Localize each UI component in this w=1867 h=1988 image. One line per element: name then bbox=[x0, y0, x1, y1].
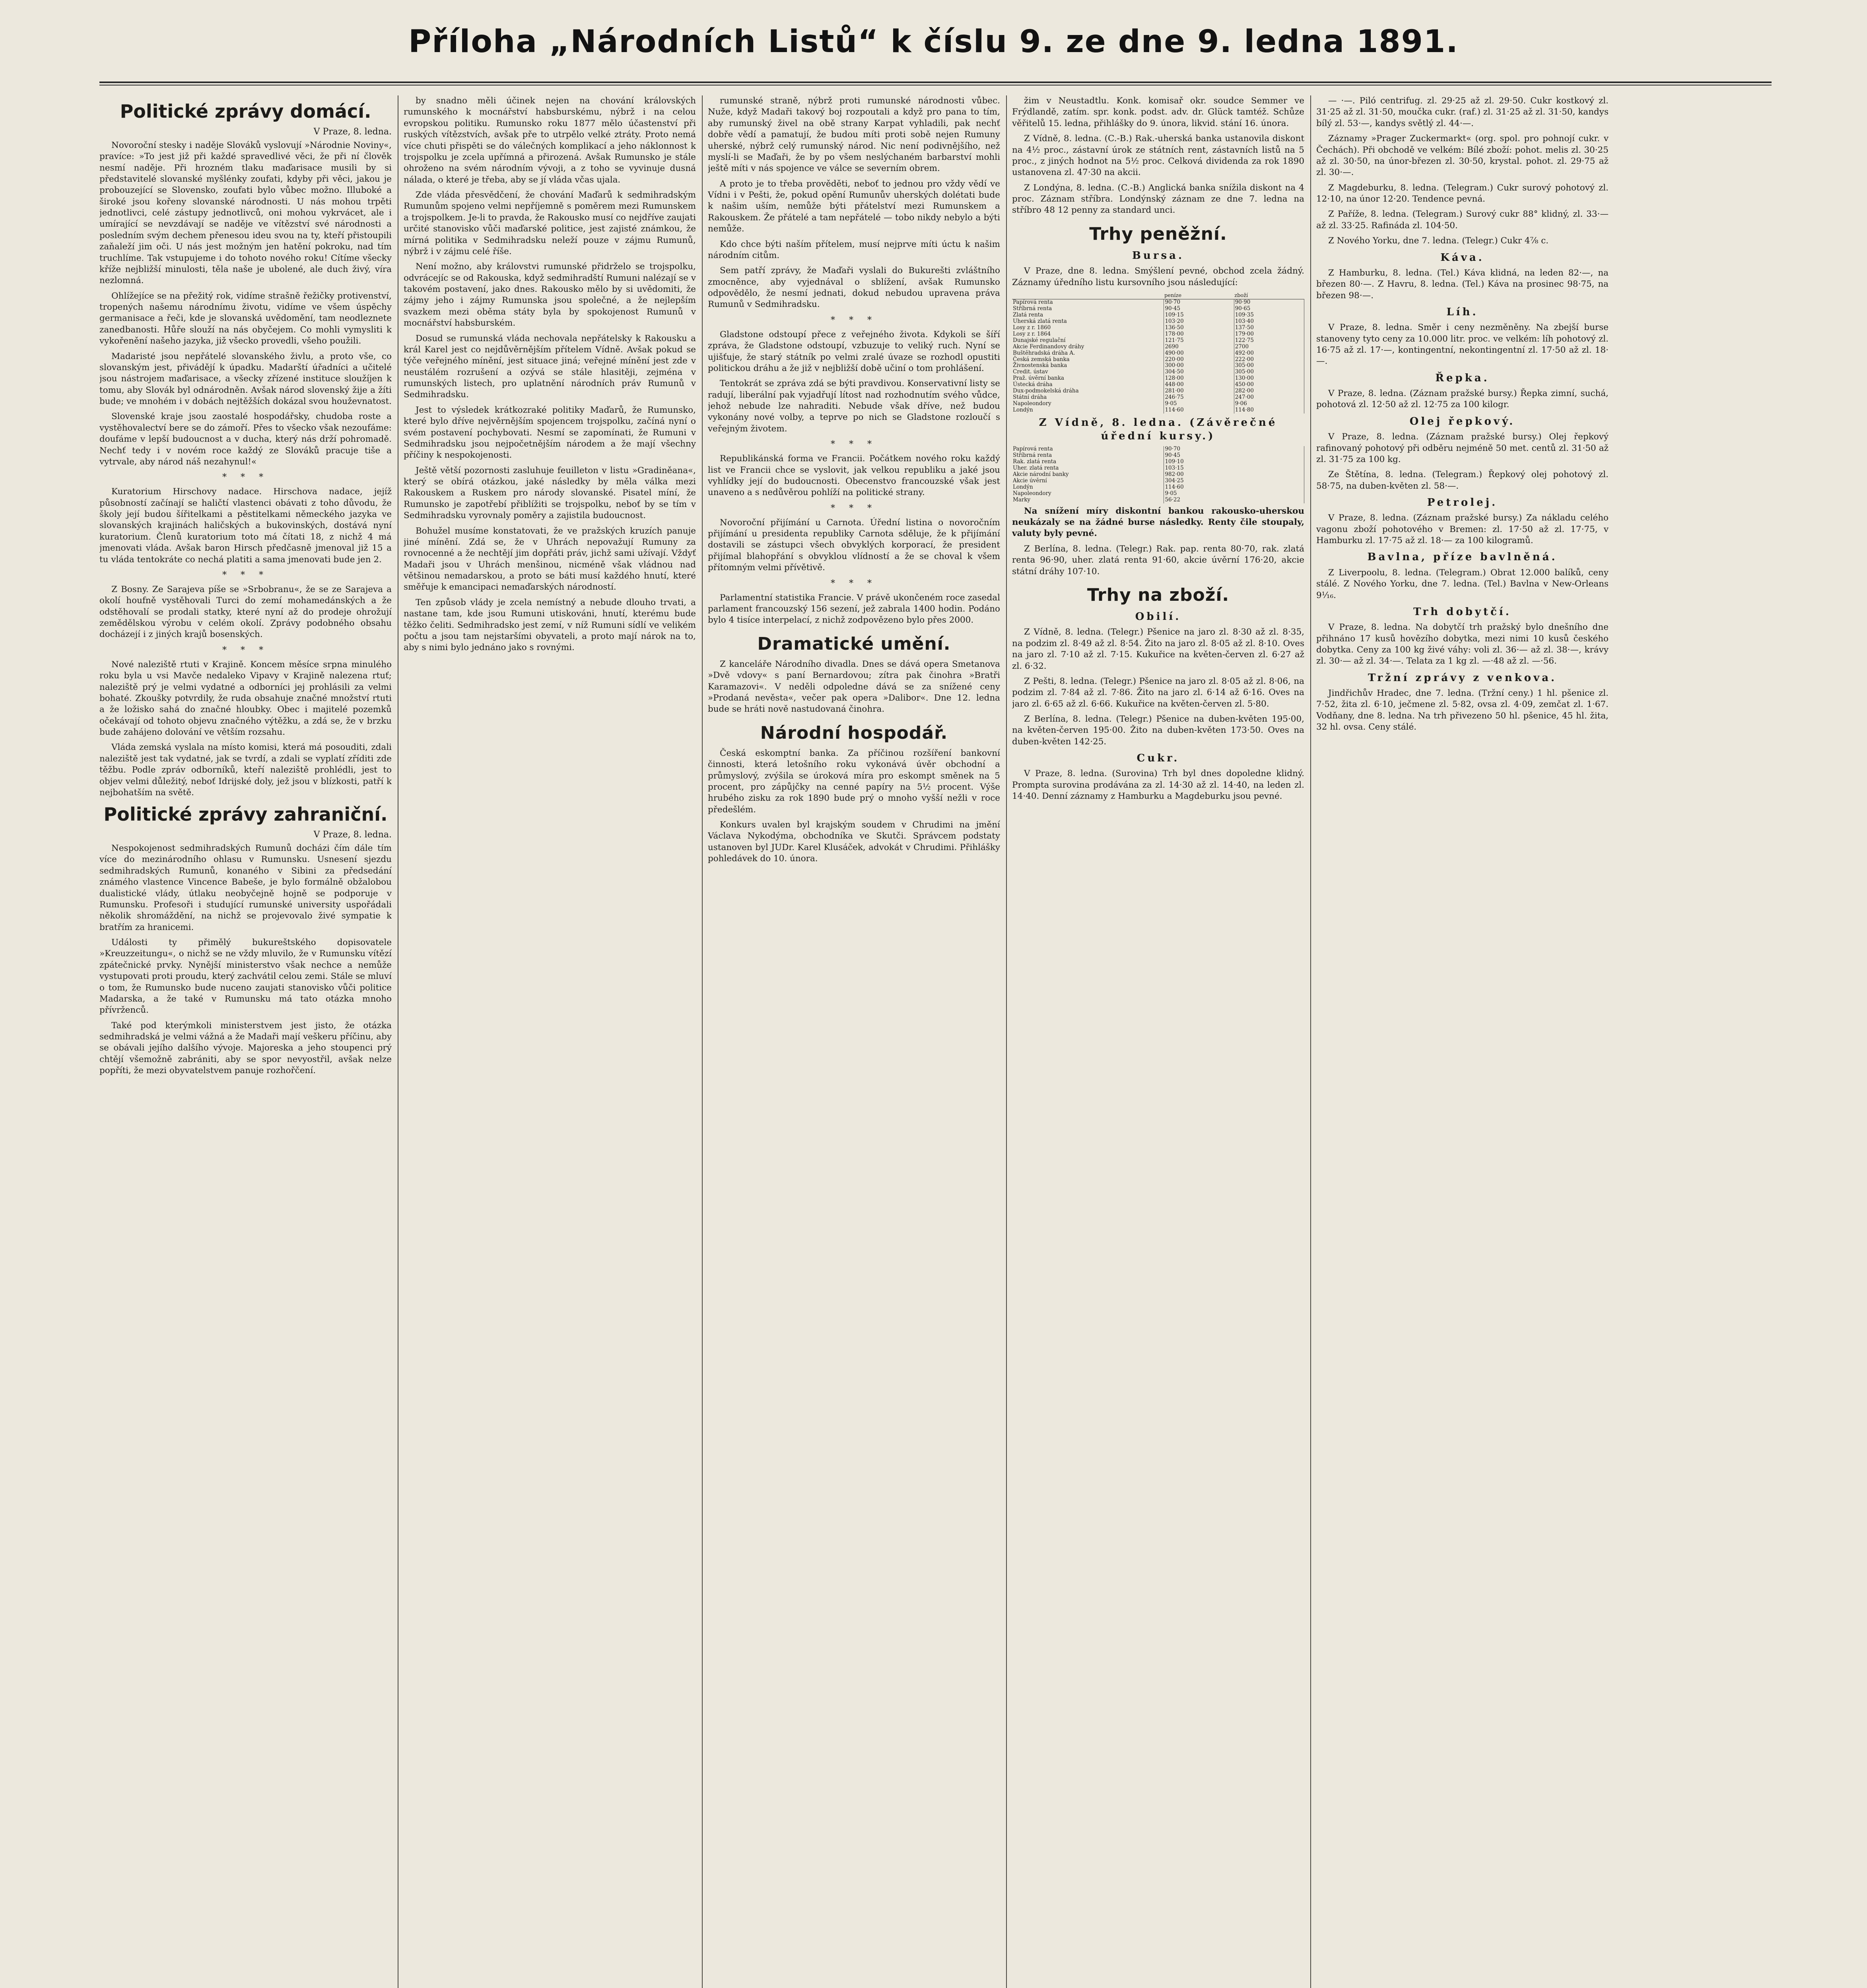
table-cell: 136·50 bbox=[1164, 325, 1234, 331]
table-row bbox=[1012, 331, 1304, 338]
table-cell: 305·00 bbox=[1234, 369, 1304, 375]
table-cell: 281·00 bbox=[1164, 388, 1234, 394]
table-cell: 121·75 bbox=[1164, 338, 1234, 344]
table-cell: Akcie Ferdinandovy dráhy bbox=[1012, 344, 1164, 350]
table-cell: 450·00 bbox=[1234, 382, 1304, 388]
article-paragraph: Bohužel musíme konstatovati, že ve pražských kruzích panuje jiné mínění. Zdá se, že v Uhrách nepovažují Rumuny za rovnocenné a že nechtějí jim dopřáti práv, jichž sami užívají. Vždyť Madaři jsou v Uhrách menšinou, nicméně však vládnou nad většinou nemadarskou, a proto se báti musí každého hnutí, které směřuje k emancipaci nemaďarských národností. bbox=[404, 526, 696, 592]
subsection-title: Olej řepkový. bbox=[1409, 415, 1515, 427]
table-cell: Česká zemská banka bbox=[1012, 357, 1164, 363]
table-cell: 179·00 bbox=[1234, 331, 1304, 338]
section-headline-domestic: Politické zprávy domácí. bbox=[120, 101, 371, 122]
table-cell: 90·90 bbox=[1234, 299, 1304, 306]
column-3 bbox=[708, 95, 1000, 1988]
article-paragraph: Vláda zemská vyslala na místo komisi, která má posouditi, zdali naleziště jest tak vydatné, jak se tvrdí, a zdali se vyplatí zříditi zde těžbu. Podle zpráv odborníků, kteří naleziště prohlédli, jest to objev velmi důležitý, neboť Idrijské doly, jež jsou v blízkosti, patří k nejbohatším na světě. bbox=[99, 742, 392, 798]
article-paragraph: Madaristé jsou nepřátelé slovanského živlu, a proto vše, co slovanským jest, přivádějí k úpadku. Madarští úřadníci a učitelé jsou nástrojem maďarisace, a všecky zřízené instituce sloužíjen k tomu, aby Slovák byl odnárodněn. Avšak národ slovenský žije a žíti bude; ve mnohém i v dobách nejtěžších dokázal svou houževnatost. bbox=[99, 351, 392, 406]
table-cell: 2700 bbox=[1234, 344, 1304, 350]
article-paragraph: Z Liverpoolu, 8. ledna. (Telegram.) Obrat 12.000 balíků, ceny stálé. Z Nového Yorku, dne 7. ledna. (Tel.) Bavlna v New-Orleans 9¹⁄₁₆. bbox=[1316, 567, 1609, 600]
table-row bbox=[1012, 363, 1304, 369]
table-cell: 114·80 bbox=[1234, 407, 1304, 414]
table-cell: Papírová renta bbox=[1012, 446, 1164, 452]
table-cell: 9·05 bbox=[1164, 491, 1304, 497]
table-cell: 304·50 bbox=[1164, 369, 1234, 375]
table-cell: Losy z r. 1864 bbox=[1012, 331, 1164, 338]
table-row bbox=[1012, 394, 1304, 401]
article-paragraph: Nové naleziště rtuti v Krajině. Koncem měsíce srpna minulého roku byla u vsi Mavče nedaleko Vipavy v Krajině nalezena rtuť; naleziště prý je velmi vydatné a odborníci jej prohlásili za velmi bohaté. Zkoušky potvrdily, že ruda obsahuje značné množství rtuti a že ložisko sahá do značné hloubky. Obec i majitelé pozemků očekávají od tohoto objevu značného výtěžku, a zdá se, že v brzku bude zahájeno dolování ve větším rozsahu. bbox=[99, 659, 392, 738]
article-paragraph: rumunské straně, nýbrž proti rumunské národnosti vůbec. Nuže, když Madaři takový boj rozpoutali a když pro pana to tím, aby rumunský živel na obě strany Karpat vyhladili, pak nechť dobře vědí a pamatují, že budou míti proti sobě nejen Rumuny uherské, nýbrž celý rumunský národ. Nic není podivnějšího, než myslí-li se Maďaři, že by po všem neslýchaném barbarství mohli ještě míti v nás spojence ve válce se severním obrem. bbox=[708, 96, 1000, 174]
table-cell: 222·00 bbox=[1234, 357, 1304, 363]
table-cell: 2690 bbox=[1164, 344, 1234, 350]
table-cell: 103·40 bbox=[1234, 318, 1304, 325]
table-row bbox=[1012, 388, 1304, 394]
column-5 bbox=[1316, 95, 1609, 1988]
table-row bbox=[1012, 484, 1304, 491]
table-cell: 492·00 bbox=[1234, 350, 1304, 357]
table-cell: 109·35 bbox=[1234, 312, 1304, 318]
article-paragraph: Z Berlína, 8. ledna. (Telegr.) Pšenice na duben-květen 195·00, na květen-červen 195·00. Žito na duben-květen 173·50. Oves na duben-květen 142·25. bbox=[1012, 714, 1304, 747]
article-paragraph: Ještě větší pozornosti zasluhuje feuilleton v listu »Gradiněana«, který se obírá otázkou, jaké následky by měla válka mezi Rakouskem a Ruskem pro národy slovanské. Pisatel míní, že Rumunsko je zapotřebí přiblížiti se trojspolku, neboť by se tím v Sedmihradsku vyrovnaly poměry a zajistila budoucnost. bbox=[404, 465, 696, 521]
table-cell: 304·25 bbox=[1164, 478, 1304, 484]
table-cell: 90·45 bbox=[1164, 306, 1234, 312]
table-cell: Uher. zlatá renta bbox=[1012, 465, 1164, 472]
table-cell: 109·10 bbox=[1164, 459, 1304, 465]
subsection-title: Petrolej. bbox=[1427, 497, 1498, 509]
table-row bbox=[1012, 312, 1304, 318]
article-paragraph: Ten způsob vlády je zcela nemístný a nebude dlouho trvati, a nastane tam, kde jsou Rumuni utiskováni, hnutí, kterému bude těžko čeliti. Sedmihradsko jest zemí, v níž Rumuni sídlí ve velikém počtu a jsou tam nejstaršími obyvateli, a proto mají nárok na to, aby s nimi bylo jednáno jako s rovnými. bbox=[404, 597, 696, 653]
article-paragraph: Z Hamburku, 8. ledna. (Tel.) Káva klidná, na leden 82·—, na březen 80·—. Z Havru, 8. ledna. (Tel.) Káva na prosinec 98·75, na březen 98·—. bbox=[1316, 268, 1609, 301]
table-row bbox=[1012, 382, 1304, 388]
article-paragraph: Kuratorium Hirschovy nadace. Hirschova nadace, jejíž působností začínají se haličtí vlastenci obávati z toho důvodu, že školy její budou šířitelkami a pěstitelkami německého jazyka ve slovanských krajinách haličských a bukovinských, dostává nyní kuratorium. Členů kuratorium toto má čítati 18, z nichž 4 má jmenovati vláda. Avšak baron Hirsch předčasně jmenoval již 15 a tu vláda tentokráte co nechá platiti a sama jmenovati bude jen 2. bbox=[99, 487, 392, 565]
table-row bbox=[1012, 459, 1304, 465]
table-row bbox=[1012, 401, 1304, 407]
article-paragraph: V Praze, 8. ledna. Na dobytčí trh pražský bylo dnešního dne přihnáno 17 kusů hovězího dobytka, mezi nimi 10 kusů českého dobytka. Ceny za 100 kg živé váhy: voli zl. 36·— až zl. 38·—, krávy zl. 30·— až zl. 34·—. Telata za 1 kg zl. —·48 až zl. —·56. bbox=[1316, 622, 1609, 666]
table-cell: Dunajské regulační bbox=[1012, 338, 1164, 344]
table-row bbox=[1012, 491, 1304, 497]
article-paragraph: by snadno měli účinek nejen na chování královských rumunského k mocnářství habsburskému, nýbrž i na celou evropskou politiku. Rumunsko roku 1877 mělo účastenství při ruských vítězstvích, avšak pře to utrpělo velké ztráty. Proto nemá více chuti přispěti se do válečných komplikací a jeho náklonnost k trojspolku je zcela upřímná a přirozená. Avšak Rumunsko je stále ohroženo na svém národním vývoji, a z toho se vyvinuje dusná nálada, o které je třeba, aby se jí vláda včas ujala. bbox=[404, 96, 696, 185]
article-paragraph: V Praze, 8. ledna. (Surovina) Trh byl dnes dopoledne klidný. Prompta surovina prodávána za zl. 14·30 až zl. 14·40, na leden zl. 14·40. Denní záznamy z Hamburku a Magdeburku jsou pevné. bbox=[1012, 769, 1304, 802]
table-cell: 103·20 bbox=[1164, 318, 1234, 325]
column-divider bbox=[1006, 95, 1007, 1988]
article-paragraph: Z Bosny. Ze Sarajeva píše se »Srbobranu«, že se ze Sarajeva a okolí houfně vystěhovali Turci do zemí mohamedánských a že odstěhovalí se prodali statky, které nyní až do prodeje ohrožují zemědělskou výrobu v celém okolí. Zprávy podobného obsahu docházejí i z jiných krajů bosenských. bbox=[99, 584, 392, 640]
table-header-cell bbox=[1012, 292, 1164, 299]
table-cell: 9·06 bbox=[1234, 401, 1304, 407]
table-row bbox=[1012, 344, 1304, 350]
separator-stars: * * * bbox=[222, 645, 269, 655]
article-paragraph: Události ty přimělý bukureštského dopisovatele »Kreuzzeitungu«, o nichž se ne vždy mluvilo, že v Rumunsku vítězí zpátečnické prvky. Nynější ministerstvo však nechce a nemůže vystupovati proti proudu, který zachvátil celou zemi. Stále se mluví o tom, že Rumunsko bude nuceno zaujati stanovisko vůči politice Madarska, a že také v Rumunsku má tato otázka mnoho přívrženců. bbox=[99, 938, 392, 1015]
table-row bbox=[1012, 472, 1304, 478]
dateline: V Praze, 8. ledna. bbox=[313, 126, 392, 137]
exchange-rate-table bbox=[1012, 292, 1304, 414]
masthead-rule-top bbox=[99, 82, 1772, 83]
column-1 bbox=[99, 95, 392, 1988]
table-cell: 90·70 bbox=[1164, 446, 1304, 452]
table-row bbox=[1012, 497, 1304, 503]
article-paragraph: Sem patří zprávy, že Maďaři vyslali do Bukurešti zvláštního zmocněnce, aby vyjednával o sblížení, avšak Rumunsko odpovědělo, že nesmí jednati, dokud nebudou upravena práva Rumunů v Sedmihradsku. bbox=[708, 266, 1000, 310]
table-cell: 122·75 bbox=[1234, 338, 1304, 344]
subsection-title: Tržní zprávy z venkova. bbox=[1368, 672, 1557, 684]
article-paragraph: Jest to výsledek krátkozraké politiky Maďarů, že Rumunsko, které bylo dříve nejvěrnějším spojencem trojspolku, začíná nyní o svém postavení pochybovati. Nesmí se zapomínati, že Rumuni v Sedmihradsku jsou nejpočetnějším národem a že mají všechny příčiny k nespokojenosti. bbox=[404, 405, 696, 460]
article-paragraph: Česká eskomptní banka. Za příčinou rozšíření bankovní činnosti, která letošního roku vykonává úvěr obchodní a průmyslový, zvýšila se úroková míra pro eskompt směnek na 5 procent, pro zápůjčky na cenné papíry na 5½ procent. Výše hrubého zisku za rok 1890 bude prý o mnoho vyšší nežli v roce předešlém. bbox=[708, 748, 1000, 815]
masthead bbox=[0, 0, 1867, 83]
table-cell: 128·00 bbox=[1164, 375, 1234, 382]
section-headline-money-markets: Trhy peněžní. bbox=[1089, 223, 1227, 244]
table-cell: 178·00 bbox=[1164, 331, 1234, 338]
dateline: V Praze, 8. ledna. bbox=[313, 830, 392, 840]
table-row bbox=[1012, 478, 1304, 484]
table-row bbox=[1012, 350, 1304, 357]
table-cell: 90·65 bbox=[1234, 306, 1304, 312]
subsection-title: Obilí. bbox=[1135, 611, 1181, 623]
table-cell: 114·60 bbox=[1164, 407, 1234, 414]
article-paragraph: Slovenské kraje jsou zaostalé hospodářsky, chudoba roste a vystěhovalectví bere se do zámoří. Přes to všecko však nezoufáme: doufáme v lepší budoucnost a v ducha, který nás drží pohromadě. Nechť tedy i v novém roce každý ze Slováků pracuje tiše a vytrvale, aby národ náš nezahynul!« bbox=[99, 412, 392, 467]
article-paragraph: Z Magdeburku, 8. ledna. (Telegram.) Cukr surový pohotový zl. 12·10, na únor 12·20. Tendence pevná. bbox=[1316, 182, 1609, 204]
article-paragraph: Parlamentní statistika Francie. V právě ukončeném roce zasedal parlament francouzský 156 sezení, jež zabrala 1400 hodin. Podáno bylo 4 tisíce interpelací, z nichž zodpovězeno bylo přes 2000. bbox=[708, 592, 1000, 625]
table-cell: Státní dráha bbox=[1012, 394, 1164, 401]
article-paragraph: Nespokojenost sedmihradských Rumunů docházi čím dále tím více do mezinárodního ohlasu v Rumunsku. Usnesení sjezdu sedmihradských Rumunů, konaného v Sibini za předsedání známého vlastence Vincence Babeše, je bylo formálně obžalobou dualistické vlády, útlaku neobyčejně hojně se podporuje v Rumunsku. Profesoři i studující rumunské university uspořádali několik shromáždění, na nichž se projevovalo živé sympatie k bratřím za hranicemi. bbox=[99, 843, 392, 932]
column-divider bbox=[702, 95, 703, 1988]
table-row bbox=[1012, 407, 1304, 414]
separator-stars: * * * bbox=[222, 472, 269, 483]
subsection-title: Bursa. bbox=[1132, 249, 1185, 262]
separator-stars: * * * bbox=[831, 503, 877, 513]
table-cell: 130·00 bbox=[1234, 375, 1304, 382]
table-cell: 114·60 bbox=[1164, 484, 1304, 491]
table-cell: Živnostenská banka bbox=[1012, 363, 1164, 369]
table-cell: Credit. ústav bbox=[1012, 369, 1164, 375]
table-cell: 300·00 bbox=[1164, 363, 1234, 369]
table-row bbox=[1012, 452, 1304, 459]
table-cell: 90·70 bbox=[1164, 299, 1234, 306]
separator-stars: * * * bbox=[831, 578, 877, 588]
vienna-rate-table bbox=[1012, 446, 1304, 503]
column-4 bbox=[1012, 95, 1304, 1988]
article-paragraph: Jindřichův Hradec, dne 7. ledna. (Tržní ceny.) 1 hl. pšenice zl. 7·52, žita zl. 6·10, ječmene zl. 5·82, ovsa zl. 4·09, zemčat zl. 1·67. Vodňany, dne 8. ledna. Na trh přivezeno 50 hl. pšenice, 45 hl. žita, 32 hl. ovsa. Ceny stálé. bbox=[1316, 688, 1609, 732]
table-cell: 137·50 bbox=[1234, 325, 1304, 331]
subsection-title: Trh dobytčí. bbox=[1413, 606, 1511, 618]
table-cell: 982·00 bbox=[1164, 472, 1304, 478]
table-cell: 9·05 bbox=[1164, 401, 1234, 407]
table-cell: Napoleondory bbox=[1012, 491, 1164, 497]
article-paragraph: Na snížení míry diskontní bankou rakousko-uherskou neukázaly se na žádné burse následky. Renty čile stoupaly, valuty byly pevné. bbox=[1012, 506, 1304, 539]
table-header-row bbox=[1012, 292, 1304, 299]
article-paragraph: Z Berlína, 8. ledna. (Telegr.) Rak. pap. renta 80·70, rak. zlatá renta 96·90, uher. zlatá renta 91·60, akcie úvěrní 176·20, akcie státní dráhy 107·10. bbox=[1012, 544, 1304, 577]
table-cell: 282·00 bbox=[1234, 388, 1304, 394]
article-paragraph: Novoroční stesky i naděje Slováků vyslovují »Národnie Noviny«, pravíce: »To jest již při každé spravedlivé věci, že při ní člověk nesmí naděje. Při hrozném tlaku maďarisace musili by si představitelé slovanské myšlénky zoufati, kdyby při věci, jakou je probouzející se Slovensko, zoufati bylo vůbec možno. Illuboké a široké jsou kořeny slovanské národnosti. U nás mohou trpěti jednotlivci, celé zástupy jednotlivců, oni mohou vykrvácet, ale i umírající se nevzdávají se naděje ve vítězství své národnosti a posledním svým dechem přenesou ideu svou na ty, kteří přistoupili zaňaleží jim oči. U nás jest možným jen hatění pokroku, nad tím truchlíme. Tak vstupujeme i do tohoto nového roku! Cítíme všecky kříže nejbližší minulosti, těla naše je ubolené, ale duch živý, víra nezlomná. bbox=[99, 140, 392, 286]
column-2 bbox=[404, 95, 696, 1988]
article-paragraph: Tentokrát se zpráva zdá se býti pravdivou. Konservativní listy se radují, liberální pak vyjadřují lítost nad rozhodnutím svého vůdce, jehož nebude lze nahraditi. Nebude však dříve, než budou vykonány nové volby, a teprve po nich se Gladstone rozloučí s veřejným životem. bbox=[708, 379, 1000, 434]
table-row bbox=[1012, 325, 1304, 331]
article-paragraph: Z Nového Yorku, dne 7. ledna. (Telegr.) Cukr 4⁷⁄₈ c. bbox=[1328, 236, 1549, 246]
article-paragraph: Konkurs uvalen byl krajským soudem v Chrudimi na jmění Václava Nykodýma, obchodníka ve Skutči. Správcem podstaty ustanoven byl JUDr. Karel Klusáček, advokát v Chrudimi. Přihlášky pohledávek do 10. února. bbox=[708, 820, 1000, 864]
exchange-rate-table-body bbox=[1012, 299, 1304, 414]
article-paragraph: Z Londýna, 8. ledna. (C.-B.) Anglická banka snížila diskont na 4 proc. Záznam stříbra. Londýnský záznam ze dne 7. ledna na stříbro 48 12 penny za standard unci. bbox=[1012, 182, 1304, 215]
masthead-title: Příloha „Národních Listů“ k číslu 9. ze dne 9. ledna 1891. bbox=[408, 24, 1459, 60]
article-paragraph: V Praze, dne 8. ledna. Smýšlení pevné, obchod zcela žádný. Záznamy úředního listu kursovního jsou následující: bbox=[1012, 266, 1304, 287]
article-paragraph: Z Vídně, 8. ledna. (Telegr.) Pšenice na jaro zl. 8·30 až zl. 8·35, na podzim zl. 8·49 až zl. 8·54. Žito na jaro zl. 8·05 až zl. 8·10. Oves na jaro zl. 7·10 až zl. 7·15. Kukuřice na květen-červen zl. 6·27 až zl. 6·32. bbox=[1012, 627, 1304, 671]
table-cell: Zlatá renta bbox=[1012, 312, 1164, 318]
subsection-title: Z Vídně, 8. ledna. (Závěrečné úřední kursy.) bbox=[1039, 416, 1278, 443]
vienna-rate-table-body bbox=[1012, 446, 1304, 503]
table-cell: Stříbrná renta bbox=[1012, 452, 1164, 459]
table-row bbox=[1012, 357, 1304, 363]
table-header-cell: zboží bbox=[1234, 292, 1304, 299]
article-paragraph: Není možno, aby královstvi rumunské přidrželo se trojspolku, odvrácejíc se od Rakouska, když sedmihradští Rumuni nalézají se v takovém postavení, jako dnes. Rakousko mělo by si uvědomiti, že zájmy jeho i zájmy Rumunska jsou společné, a že nejlepším svazkem mezi oběma státy byla by spokojenost Rumunů v mocnářství habsburském. bbox=[404, 262, 696, 328]
table-cell: 305·00 bbox=[1234, 363, 1304, 369]
article-paragraph: Z Vídně, 8. ledna. (C.-B.) Rak.-uherská banka ustanovila diskont na 4½ proc., zástavní úrok ze státních rent, zástavních listů na 5 proc., z jiných hodnot na 5½ proc. Celková dividenda za rok 1890 ustanovena zl. 47·30 na akcii. bbox=[1012, 134, 1304, 178]
table-cell: 90·45 bbox=[1164, 452, 1304, 459]
table-cell: 56·22 bbox=[1164, 497, 1304, 503]
table-cell: Papírová renta bbox=[1012, 299, 1164, 306]
article-paragraph: Také pod kterýmkoli ministerstvem jest jisto, že otázka sedmihradská je velmi vážná a že Madaři mají veškeru příčinu, aby se obávali jejího dalšího vývoje. Majoreska a jeho stoupenci prý chtějí všemožně zabrániti, aby se spor nevyostřil, avšak nelze popříti, že mezi obyvatelstvem panuje rozhořčení. bbox=[99, 1020, 392, 1076]
table-cell: 103·15 bbox=[1164, 465, 1304, 472]
table-cell: Rak. zlatá renta bbox=[1012, 459, 1164, 465]
article-paragraph: Dosud se rumunská vláda nechovala nepřátelsky k Rakousku a král Karel jest co nejdůvěrnějším přítelem Vídně. Avšak pokud se týče veřejného mínění, jest situace jiná; veřejné mínění jest zde v neustálém rozrušení a ozývá se stále hlasitěji, zejména v rumunských listech, pro uplatnění národních práv Rumunů v Sedmihradsku. bbox=[404, 333, 696, 400]
table-cell: Dux-podmokelská dráha bbox=[1012, 388, 1164, 394]
article-paragraph: V Praze, 8. ledna. (Záznam pražské bursy.) Olej řepkový rafinovaný pohotový při odběru nejméně 50 met. centů zl. 31·50 až zl. 31·75 za 100 kg. bbox=[1316, 432, 1609, 464]
section-headline-drama: Dramatické umění. bbox=[757, 633, 951, 654]
article-paragraph: V Praze, 8. ledna. (Záznam pražské bursy.) Za nákladu celého vagonu zboží pohotového v Bremen: zl. 17·50 až zl. 17·75, v Hamburku zl. 17·75 až zl. 18·— za 100 kilogramů. bbox=[1316, 513, 1609, 546]
article-paragraph: žim v Neustadtlu. Konk. komisař okr. soudce Semmer ve Frýdlandě, zatím. spr. konk. podst. adv. dr. Glück tamtéž. Schůze věřitelů 15. ledna, přihlášky do 9. února, likvid. stání 16. února. bbox=[1012, 96, 1304, 128]
article-paragraph: V Praze, 8. ledna. (Záznam pražské bursy.) Řepka zimní, suchá, pohotová zl. 12·50 až zl. 12·75 za 100 kilogr. bbox=[1316, 388, 1609, 410]
table-row bbox=[1012, 446, 1304, 452]
table-cell: Uherská zlatá renta bbox=[1012, 318, 1164, 325]
table-cell: Akcie úvěrní bbox=[1012, 478, 1164, 484]
article-paragraph: Gladstone odstoupí přece z veřejného života. Kdykoli se šíří zpráva, že Gladstone odstoupí, vzbuzuje to veliký ruch. Nyní se ujišťuje, že starý státník po velmi zralé úvaze se rozhodl opustiti politickou dráhu a že již v nejbližší době učiní o tom prohlášení. bbox=[708, 329, 1000, 373]
table-cell: 109·15 bbox=[1164, 312, 1234, 318]
section-headline-economy: Národní hospodář. bbox=[760, 722, 948, 743]
article-paragraph: Z kanceláře Národního divadla. Dnes se dává opera Smetanova »Dvě vdovy« s paní Bernardovou; zítra pak činohra »Bratři Karamazovi«. V neděli odpoledne dává se za snížené ceny »Prodaná nevěsta«, večer pak opera »Dalibor«. Dne 12. ledna bude se hráti nově nastudovaná činohra. bbox=[708, 659, 1000, 714]
table-row bbox=[1012, 299, 1304, 306]
table-row bbox=[1012, 338, 1304, 344]
table-cell: Praž. úvěrní banka bbox=[1012, 375, 1164, 382]
table-cell: Marky bbox=[1012, 497, 1164, 503]
table-cell: Akcie národní banky bbox=[1012, 472, 1164, 478]
table-cell: Ústecká dráha bbox=[1012, 382, 1164, 388]
subsection-title: Bavlna, příze bavlněná. bbox=[1367, 551, 1558, 563]
article-paragraph: A proto je to třeba prověděti, neboť to jednou pro vždy vědí ve Vídni i v Pešti, že, pokud opění Rumunův uherských dolétati bude k našim uším, nemůže býti přátelství mezi Rumunskem a Rakouskem. Že přátelé a tam nepřátelé — tobo nikdy nebylo a býti nemůže. bbox=[708, 179, 1000, 234]
table-cell: Losy z r. 1860 bbox=[1012, 325, 1164, 331]
section-headline-foreign: Politické zprávy zahraniční. bbox=[103, 804, 388, 825]
table-cell: 220·00 bbox=[1164, 357, 1234, 363]
article-paragraph: Ohlížejíce se na přežitý rok, vidíme strašně řežičky protivenství, tropených našemu národnímu životu, vidíme ve všem úspěchy germanisace a řeči, kde je slovanská uvědomění, tam neodleznete zanedbanosti. Hůře slouží na nás obyčejem. Co mohli vymysliti k vykořenění našeho jazyka, již všecko provedli, všeho použili. bbox=[99, 291, 392, 346]
table-header-cell: peníze bbox=[1164, 292, 1234, 299]
article-paragraph: Ze Štětína, 8. ledna. (Telegram.) Řepkový olej pohotový zl. 58·75, na duben-květen zl. 58·—. bbox=[1316, 470, 1609, 491]
table-row bbox=[1012, 465, 1304, 472]
subsection-title: Káva. bbox=[1440, 251, 1484, 264]
article-paragraph: Kdo chce býti naším přítelem, musí nejprve míti úctu k našim národním citům. bbox=[708, 239, 1000, 260]
section-headline-commodity-markets: Trhy na zboží. bbox=[1087, 584, 1230, 605]
column-divider bbox=[1310, 95, 1311, 1988]
article-paragraph: Zde vláda přesvědčení, že chování Maďarů k sedmihradským Rumunům spojeno velmi nepříjemně s poměrem mezi Rumunskem a trojspolkem. Je-li to pravda, že Rakousko musí co nejdříve zaujati určité stanovisko vůči maďarské politice, jest zajisté známkou, že mírná politika v Sedmihradsku neleží pouze v zájmu Rumunů, nýbrž i v zájmu celé říše. bbox=[404, 190, 696, 256]
article-paragraph: — ·—. Piló centrifug. zl. 29·25 až zl. 29·50. Cukr kostkový zl. 31·25 až zl. 31·50, moučka cukr. (raf.) zl. 31·25 až zl. 31·50, kandys bílý zl. 53·—, kandys světlý zl. 44·—. bbox=[1316, 96, 1609, 128]
separator-stars: * * * bbox=[831, 315, 877, 325]
table-cell: 246·75 bbox=[1164, 394, 1234, 401]
subsection-title: Řepka. bbox=[1435, 372, 1490, 384]
table-row bbox=[1012, 369, 1304, 375]
table-row bbox=[1012, 375, 1304, 382]
article-paragraph: Z Paříže, 8. ledna. (Telegram.) Surový cukr 88° klidný, zl. 33·— až zl. 33·25. Rafináda zl. 104·50. bbox=[1316, 209, 1609, 231]
article-paragraph: Novoroční přijímání u Carnota. Úřední listina o novoročním přijímání u presidenta republiky Carnota sděluje, že k přijímání dostavili se zástupci všech obvyklých korporací, že president přijímal blahopřání s obvyklou vlídností a že se choval k všem přítomným velmi přívětivě. bbox=[708, 517, 1000, 573]
separator-stars: * * * bbox=[831, 439, 877, 450]
subsection-title: Cukr. bbox=[1137, 752, 1180, 765]
article-paragraph: V Praze, 8. ledna. Směr i ceny nezměněny. Na zbejší burse stanoveny tyto ceny za 10.000 litr. proc. ve velkém: líh pohotový zl. 16·75 až zl. 17·—, kontingentní, nekontingentní zl. 17·50 až zl. 18·—. bbox=[1316, 322, 1609, 367]
table-cell: Buštěhradská dráha A. bbox=[1012, 350, 1164, 357]
table-cell: 490·00 bbox=[1164, 350, 1234, 357]
article-paragraph: Z Pešti, 8. ledna. (Telegr.) Pšenice na jaro zl. 8·05 až zl. 8·06, na podzim zl. 7·84 až zl. 7·86. Žito na jaro zl. 6·14 až 6·16. Oves na jaro zl. 6·65 až zl. 6·66. Kukuřice na květen-červen zl. 5·80. bbox=[1012, 676, 1304, 709]
table-cell: Napoleondory bbox=[1012, 401, 1164, 407]
subsection-title: Líh. bbox=[1446, 306, 1478, 318]
separator-stars: * * * bbox=[222, 570, 269, 580]
article-paragraph: Republikánská forma ve Francii. Počátkem nového roku každý list ve Francii chce se vyslovit, jak velkou republiku a jaké jsou vyhlídky její do budoucnosti. Obecenstvo francouzské však jest unaveno a s nedůvěrou pohlíží na politické strany. bbox=[708, 454, 1000, 498]
table-row bbox=[1012, 306, 1304, 312]
table-cell: 448·00 bbox=[1164, 382, 1234, 388]
table-cell: 247·00 bbox=[1234, 394, 1304, 401]
table-cell: Londýn bbox=[1012, 484, 1164, 491]
table-cell: Stříbrná renta bbox=[1012, 306, 1164, 312]
article-paragraph: Záznamy »Prager Zuckermarkt« (org. spol. pro pohnojí cukr. v Čechách). Při obchodě ve velkém: Bílé zboží: pohot. melis zl. 30·25 až zl. 30·50, na únor-březen zl. 30·50, krystal. pohot. zl. 29·75 až zl. 30·—. bbox=[1316, 134, 1609, 178]
table-row bbox=[1012, 318, 1304, 325]
table-cell: Londýn bbox=[1012, 407, 1164, 414]
